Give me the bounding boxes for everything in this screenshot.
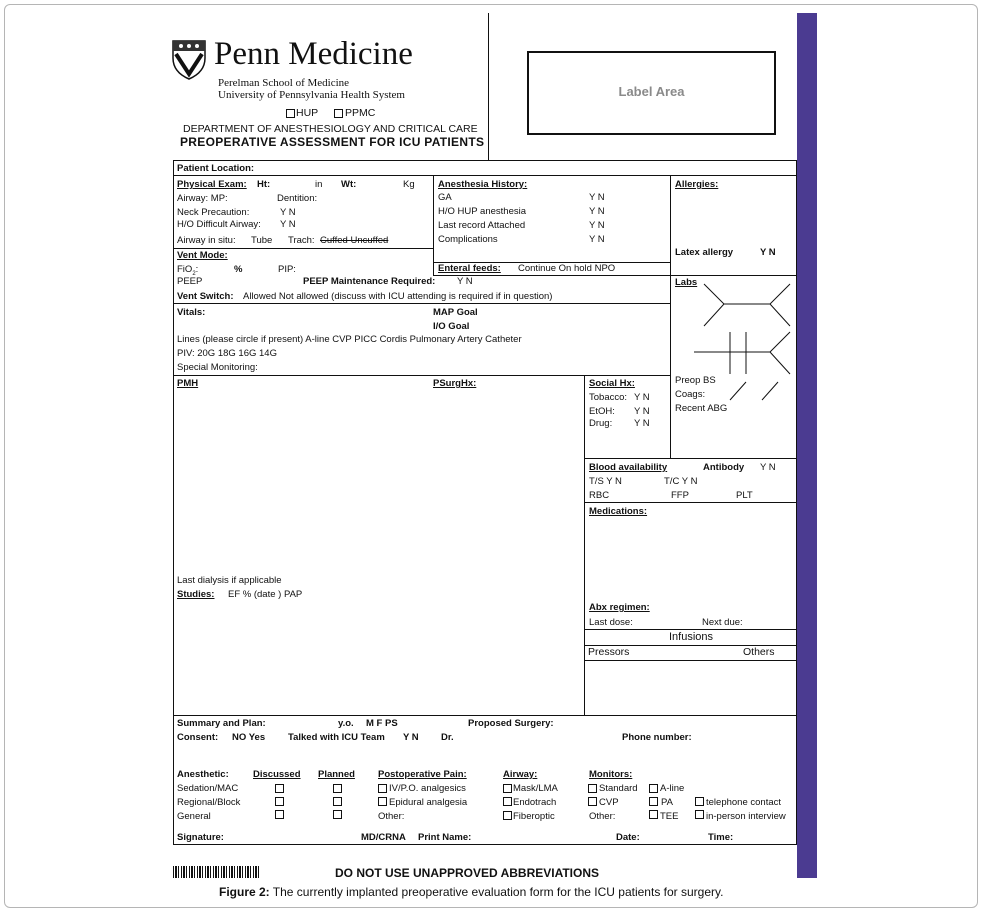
- enteral-feeds-options[interactable]: Continue On hold NPO: [518, 263, 616, 274]
- penn-shield-icon: [172, 40, 206, 80]
- enteral-feeds-heading: Enteral feeds:: [438, 263, 501, 274]
- discussed-checkbox[interactable]: [275, 784, 284, 793]
- neck-precaution-yn[interactable]: Y N: [280, 207, 296, 218]
- health-system-name: University of Pennsylvania Health System: [218, 89, 405, 101]
- weight-unit: Kg: [403, 179, 415, 190]
- abbreviation-warning: DO NOT USE UNAPPROVED ABBREVIATIONS: [335, 866, 600, 880]
- difficult-airway-label: H/O Difficult Airway:: [177, 219, 261, 230]
- talked-icu-label: Talked with ICU Team: [288, 732, 385, 743]
- standard-checkbox[interactable]: [588, 784, 597, 793]
- anesthetic-row: General: [177, 811, 211, 822]
- postop-pain-heading: Postoperative Pain:: [378, 769, 467, 780]
- peep-maintenance-yn[interactable]: Y N: [457, 276, 473, 287]
- social-yn[interactable]: Y N: [634, 392, 650, 403]
- cuffed-options[interactable]: Cuffed Uncuffed: [320, 235, 389, 246]
- epidural-checkbox[interactable]: [378, 797, 387, 806]
- barcode-icon: [173, 866, 259, 878]
- height-label: Ht:: [257, 179, 271, 190]
- social-yn[interactable]: Y N: [634, 418, 650, 429]
- anesthesia-history-row: Last record Attached: [438, 220, 526, 231]
- anesthesia-history-yn[interactable]: Y N: [589, 192, 605, 203]
- tube-option[interactable]: Tube: [251, 235, 273, 246]
- ppmc-checkbox[interactable]: [334, 109, 343, 118]
- last-dose-label: Last dose:: [589, 617, 633, 628]
- dialysis-label: Last dialysis if applicable: [177, 575, 282, 586]
- anesthetic-heading: Anesthetic:: [177, 769, 229, 780]
- coags-label: Coags:: [675, 389, 706, 400]
- hup-checkbox[interactable]: [286, 109, 295, 118]
- discussed-checkbox[interactable]: [275, 797, 284, 806]
- talked-icu-yn[interactable]: Y N: [403, 732, 419, 743]
- airway-mp-label: Airway: MP:: [177, 193, 228, 204]
- special-monitoring-label: Special Monitoring:: [177, 362, 258, 373]
- in-person-label: in-person interview: [706, 811, 786, 822]
- department-name: DEPARTMENT OF ANESTHESIOLOGY AND CRITICAL CARE: [183, 123, 478, 135]
- map-goal-label: MAP Goal: [433, 307, 478, 318]
- studies-detail: EF % (date ) PAP: [228, 589, 303, 600]
- age-label: y.o.: [338, 718, 354, 729]
- rbc-label: RBC: [589, 490, 610, 501]
- trach-label: Trach:: [288, 235, 315, 246]
- anesthetic-row: Sedation/MAC: [177, 783, 239, 794]
- mask-lma-checkbox[interactable]: [503, 784, 512, 793]
- postop-other-label: Other:: [378, 811, 405, 822]
- pip-label: PIP:: [278, 264, 296, 275]
- anesthesia-history-yn[interactable]: Y N: [589, 234, 605, 245]
- anesthesia-history-yn[interactable]: Y N: [589, 220, 605, 231]
- planned-checkbox[interactable]: [333, 810, 342, 819]
- signature-label: Signature:: [177, 832, 224, 843]
- fio2-label: FiO$_2$:: [177, 264, 199, 277]
- others-label: Others: [743, 646, 775, 658]
- psurghx-heading: PSurgHx:: [433, 378, 477, 389]
- social-row: Tobacco:: [589, 392, 628, 403]
- anesthesia-history-row: GA: [438, 192, 452, 203]
- vent-switch-label: Vent Switch:: [177, 291, 234, 302]
- phone-number-label: Phone number:: [622, 732, 692, 743]
- hup-label: HUP: [296, 107, 319, 119]
- io-goal-label: I/O Goal: [433, 321, 470, 332]
- standard-label: Standard: [599, 783, 638, 794]
- pmh-heading: PMH: [177, 378, 199, 389]
- vent-mode-heading: Vent Mode:: [177, 250, 228, 261]
- aline-checkbox[interactable]: [649, 784, 658, 793]
- side-color-bar: [797, 13, 817, 878]
- abx-regimen-heading: Abx regimen:: [589, 602, 650, 613]
- telephone-contact-checkbox[interactable]: [695, 797, 704, 806]
- airway-heading: Airway:: [503, 769, 538, 780]
- anesthesia-history-yn[interactable]: Y N: [589, 206, 605, 217]
- endotrach-checkbox[interactable]: [503, 797, 512, 806]
- in-person-checkbox[interactable]: [695, 810, 704, 819]
- discussed-checkbox[interactable]: [275, 810, 284, 819]
- anesthesia-history-row: H/O HUP anesthesia: [438, 206, 527, 217]
- patient-location-label: Patient Location:: [177, 163, 255, 174]
- ppmc-label: PPMC: [345, 107, 376, 119]
- vent-switch-options[interactable]: Allowed Not allowed (discuss with ICU attending is required if in question): [243, 291, 553, 302]
- social-yn[interactable]: Y N: [634, 406, 650, 417]
- latex-allergy-label: Latex allergy: [675, 247, 734, 258]
- difficult-airway-yn[interactable]: Y N: [280, 219, 296, 230]
- md-crna-label: MD/CRNA: [361, 832, 406, 843]
- social-row: Drug:: [589, 418, 613, 429]
- ts-options[interactable]: T/S Y N: [589, 476, 622, 487]
- print-name-label: Print Name:: [418, 832, 472, 843]
- height-unit: in: [315, 179, 323, 190]
- next-due-label: Next due:: [702, 617, 743, 628]
- preop-bs-label: Preop BS: [675, 375, 716, 386]
- telephone-contact-label: telephone contact: [706, 797, 782, 808]
- peep-label: PEEP: [177, 276, 203, 287]
- proposed-surgery-label: Proposed Surgery:: [468, 718, 554, 729]
- social-row: EtOH:: [589, 406, 615, 417]
- consent-label: Consent:: [177, 732, 219, 743]
- endotrach-label: Endotrach: [513, 797, 557, 808]
- latex-allergy-yn[interactable]: Y N: [760, 247, 776, 258]
- blood-availability-heading: Blood availability: [589, 462, 668, 473]
- pressors-label: Pressors: [588, 646, 630, 658]
- anesthesia-history-heading: Anesthesia History:: [438, 179, 528, 190]
- planned-heading: Planned: [318, 769, 355, 780]
- cvp-checkbox[interactable]: [588, 797, 597, 806]
- infusions-label: Infusions: [669, 631, 714, 643]
- consent-options[interactable]: NO Yes: [232, 732, 266, 743]
- weight-label: Wt:: [341, 179, 357, 190]
- monitors-heading: Monitors:: [589, 769, 633, 780]
- tee-label: TEE: [660, 811, 679, 822]
- labs-heading: Labs: [675, 277, 698, 288]
- physical-exam-heading: Physical Exam:: [177, 179, 247, 190]
- time-label: Time:: [708, 832, 734, 843]
- epidural-label: Epidural analgesia: [389, 797, 468, 808]
- brand-logo: Penn Medicine: [214, 36, 413, 72]
- header-divider: [488, 13, 489, 161]
- social-hx-heading: Social Hx:: [589, 378, 635, 389]
- dentition-label: Dentition:: [277, 193, 318, 204]
- summary-plan-label: Summary and Plan:: [177, 718, 266, 729]
- mask-lma-label: Mask/LMA: [513, 783, 558, 794]
- allergies-heading: Allergies:: [675, 179, 719, 190]
- planned-checkbox[interactable]: [333, 797, 342, 806]
- anesthesia-history-row: Complications: [438, 234, 498, 245]
- iv-po-checkbox[interactable]: [378, 784, 387, 793]
- plt-label: PLT: [736, 490, 753, 501]
- fiberoptic-checkbox[interactable]: [503, 811, 512, 820]
- fio2-percent: %: [234, 264, 243, 275]
- sex-options[interactable]: M F PS: [366, 718, 398, 729]
- pa-checkbox[interactable]: [649, 797, 658, 806]
- peep-maintenance-label: PEEP Maintenance Required:: [303, 276, 436, 287]
- discussed-heading: Discussed: [253, 769, 301, 780]
- cvp-label: CVP: [599, 797, 619, 808]
- airway-in-situ-label: Airway in situ:: [177, 235, 236, 246]
- neck-precaution-label: Neck Precaution:: [177, 207, 250, 218]
- school-name: Perelman School of Medicine: [218, 77, 350, 89]
- anesthetic-row: Regional/Block: [177, 797, 241, 808]
- label-area: Label Area: [527, 51, 776, 135]
- aline-label: A-line: [660, 783, 685, 794]
- ffp-label: FFP: [671, 490, 689, 501]
- fiberoptic-label: Fiberoptic: [513, 811, 555, 822]
- antibody-yn[interactable]: Y N: [760, 462, 776, 473]
- tc-options[interactable]: T/C Y N: [664, 476, 698, 487]
- form-title: PREOPERATIVE ASSESSMENT FOR ICU PATIENTS: [180, 135, 485, 149]
- vitals-heading: Vitals:: [177, 307, 206, 318]
- antibody-label: Antibody: [703, 462, 745, 473]
- medications-heading: Medications:: [589, 506, 648, 517]
- pa-label: PA: [661, 797, 673, 808]
- monitors-other-label: Other:: [589, 811, 616, 822]
- piv-options[interactable]: PIV: 20G 18G 16G 14G: [177, 348, 277, 359]
- figure-caption: Figure 2: The currently implanted preoperative evaluation form for the ICU patients for surgery.: [219, 885, 724, 899]
- date-label: Date:: [616, 832, 640, 843]
- recent-abg-label: Recent ABG: [675, 403, 728, 414]
- studies-label: Studies:: [177, 589, 215, 600]
- lines-options[interactable]: Lines (please circle if present) A-line CVP PICC Cordis Pulmonary Artery Catheter: [177, 334, 522, 345]
- iv-po-label: IV/P.O. analgesics: [389, 783, 466, 794]
- planned-checkbox[interactable]: [333, 784, 342, 793]
- tee-checkbox[interactable]: [649, 810, 658, 819]
- dr-label: Dr.: [441, 732, 454, 743]
